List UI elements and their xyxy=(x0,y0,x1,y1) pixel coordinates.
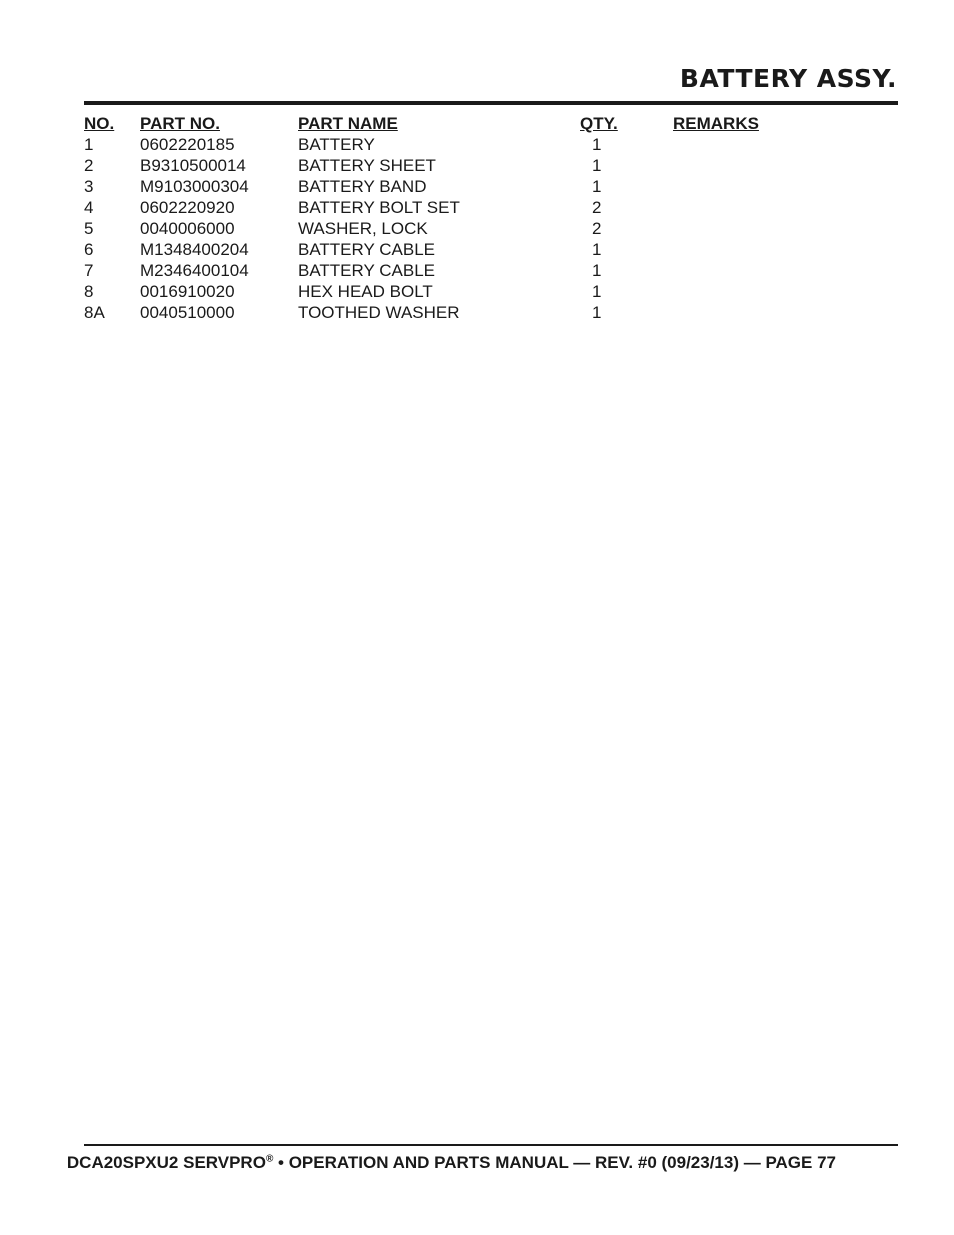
table-row xyxy=(84,302,784,323)
table-row xyxy=(84,281,784,302)
cell-part-name: BATTERY BAND xyxy=(298,177,427,196)
cell-part-no: 0602220920 xyxy=(140,198,235,217)
cell-part-name: BATTERY CABLE xyxy=(298,261,435,280)
cell-qty: 1 xyxy=(592,240,602,259)
cell-remarks xyxy=(673,155,784,176)
cell-remarks xyxy=(673,239,784,260)
cell-part-no: B9310500014 xyxy=(140,156,246,175)
cell-qty: 1 xyxy=(592,282,602,301)
cell-no: 3 xyxy=(84,177,94,196)
cell-part-name: WASHER, LOCK xyxy=(298,219,428,238)
cell-part-name: BATTERY xyxy=(298,135,375,154)
cell-part-name: BATTERY CABLE xyxy=(298,240,435,259)
cell-remarks xyxy=(673,176,784,197)
cell-no: 6 xyxy=(84,240,94,259)
column-header-part-name: PART NAME xyxy=(298,114,398,133)
cell-part-no: 0040006000 xyxy=(140,219,235,238)
page-title: BATTERY ASSY. xyxy=(679,64,897,93)
cell-no: 7 xyxy=(84,261,94,280)
table-row xyxy=(84,134,784,155)
cell-part-no: 0602220185 xyxy=(140,135,235,154)
table-row xyxy=(84,218,784,239)
cell-remarks xyxy=(673,218,784,239)
table-row xyxy=(84,197,784,218)
cell-qty: 1 xyxy=(592,261,602,280)
cell-no: 4 xyxy=(84,198,94,217)
cell-qty: 1 xyxy=(592,156,602,175)
cell-part-no: M1348400204 xyxy=(140,240,249,259)
cell-no: 1 xyxy=(84,135,94,154)
footer-model: DCA20SPXU2 SERVPRO xyxy=(66,1153,266,1172)
cell-remarks xyxy=(673,260,784,281)
cell-qty: 1 xyxy=(592,135,602,154)
cell-part-no: 0016910020 xyxy=(140,282,235,301)
table-row xyxy=(84,260,784,281)
column-header-qty: QTY. xyxy=(580,114,618,133)
column-header-remarks: REMARKS xyxy=(673,114,759,133)
cell-remarks xyxy=(673,302,784,323)
table-header-row xyxy=(84,113,784,134)
cell-part-no: M9103000304 xyxy=(140,177,249,196)
registered-mark: ® xyxy=(265,1153,274,1165)
cell-remarks xyxy=(673,281,784,302)
cell-no: 5 xyxy=(84,219,94,238)
cell-qty: 1 xyxy=(592,303,602,322)
cell-part-name: BATTERY SHEET xyxy=(298,156,436,175)
table-row xyxy=(84,176,784,197)
page-footer xyxy=(67,1153,836,1173)
cell-no: 8A xyxy=(84,303,105,322)
footer-rule xyxy=(84,1144,898,1146)
table-row xyxy=(84,155,784,176)
cell-part-name: TOOTHED WASHER xyxy=(298,303,460,322)
cell-no: 2 xyxy=(84,156,94,175)
footer-text: • OPERATION AND PARTS MANUAL — REV. #0 (09/23/13) — PAGE 77 xyxy=(273,1153,836,1172)
column-header-part-no: PART NO. xyxy=(140,114,220,133)
parts-table xyxy=(84,113,784,323)
cell-remarks xyxy=(673,197,784,218)
title-rule xyxy=(84,101,898,105)
cell-qty: 2 xyxy=(592,219,602,238)
cell-part-name: BATTERY BOLT SET xyxy=(298,198,460,217)
column-header-no: NO. xyxy=(84,114,115,133)
cell-qty: 1 xyxy=(592,177,602,196)
cell-part-name: HEX HEAD BOLT xyxy=(298,282,433,301)
cell-part-no: 0040510000 xyxy=(140,303,235,322)
cell-remarks xyxy=(673,134,784,155)
cell-qty: 2 xyxy=(592,198,602,217)
cell-part-no: M2346400104 xyxy=(140,261,249,280)
cell-no: 8 xyxy=(84,282,94,301)
table-row xyxy=(84,239,784,260)
